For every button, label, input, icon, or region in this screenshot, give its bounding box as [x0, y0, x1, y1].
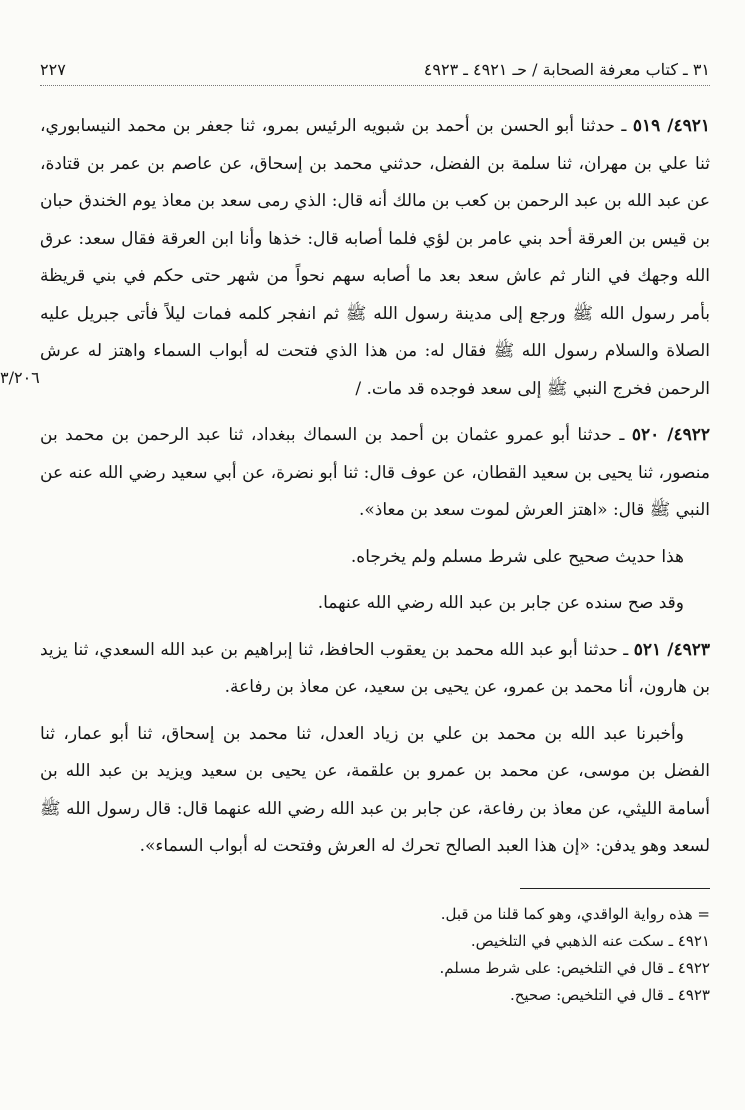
hadith-text: ـ حدثنا أبو عمرو عثمان بن أحمد بن السماك ببغداد، ثنا عبد الرحمن بن محمد بن منصور، ثنا يحيى بن سعيد القطان، عن عوف قال: ثنا أبو نضرة، عن أبي سعيد رضي الله عنه عن النبي ﷺ قال: «اهتز العرش لموت سعد بن معاذ». [40, 425, 710, 520]
hadith-text: ـ حدثنا أبو الحسن بن أحمد بن شبويه الرئيس بمرو، ثنا جعفر بن محمد النيسابوري، ثنا علي بن مهران، ثنا سلمة بن الفضل، حدثني محمد بن إسحاق، عن عاصم بن عمر بن قتادة، عن عبد الله بن عبد الرحمن بن كعب بن مالك أنه قال: الذي رمى سعد بن معاذ يوم الخندق حبان بن قيس بن العرقة أحد بني عامر بن لؤي فلما أصابه قال: خذها وأنا ابن العرقة فقال سعد: عرق الله وجهك في النار ثم عاش سعد بعد ما أصابه سهم نحواً من شهر حتى حكم في بني قريظة بأمر رسول الله ﷺ ورجع إلى مدينة رسول الله ﷺ ثم انفجر كلمه فمات ليلاً فأتى جبريل عليه الصلاة والسلام رسول الله ﷺ فقال له: من هذا الذي فتحت له أبواب السماء واهتز له عرش الرحمن فخرج النبي ﷺ إلى سعد فوجده قد مات. / [40, 116, 710, 399]
footnote-divider [520, 888, 710, 889]
hadith-4923 [40, 632, 710, 707]
footnote: = هذه رواية الواقدي، وهو كما قلنا من قبل. [440, 904, 710, 923]
footnote: ٤٩٢٢ ـ قال في التلخيص: على شرط مسلم. [439, 958, 710, 977]
footnotes [40, 901, 710, 1009]
running-header [40, 60, 710, 86]
note-text: وقد صح سنده عن جابر بن عبد الله رضي الله عنهما. [317, 593, 684, 613]
hadith-text: وأخبرنا عبد الله بن محمد بن علي بن زياد العدل، ثنا محمد بن إسحاق، ثنا أبو عمار، ثنا الفضل بن موسى، عن محمد بن عمرو بن علقمة، عن يحيى بن سعيد ويزيد بن عبد الله بن أسامة الليثي، عن معاذ بن رفاعة، عن جابر بن عبد الله رضي الله عنهما قال: قال رسول الله ﷺ لسعد وهو يدفن: «إن هذا العبد الصالح تحرك له العرش وفتحت له أبواب السماء». [40, 723, 710, 856]
footnote: ٤٩٢٣ ـ قال في التلخيص: صحيح. [509, 985, 710, 1004]
chain-note [40, 585, 710, 623]
authenticity-note [40, 539, 710, 577]
header-title: ٣١ ـ كتاب معرفة الصحابة / حـ ٤٩٢١ ـ ٤٩٢٣ [423, 60, 710, 79]
book-page [40, 60, 710, 1009]
footnote: ٤٩٢١ ـ سكت عنه الذهبي في التلخيص. [470, 931, 710, 950]
hadith-4922 [40, 417, 710, 530]
hadith-number: ٤٩٢٢/ ٥٢٠ [631, 425, 710, 445]
hadith-4921 [40, 108, 710, 408]
hadith-text: ـ حدثنا أبو عبد الله محمد بن يعقوب الحافظ، ثنا إبراهيم بن عبد الله السعدي، ثنا يزيد بن هارون، أنا محمد بن عمرو، عن يحيى بن سعيد، عن معاذ بن رفاعة. [40, 639, 710, 697]
hadith-number: ٤٩٢٣/ ٥٢١ [633, 639, 711, 660]
hadith-4923-second-chain [40, 716, 710, 866]
hadith-number: ٤٩٢١/ ٥١٩ [632, 116, 710, 136]
manuscript-page-ref: ٣/٢٠٦ [0, 368, 40, 387]
page-number: ٢٢٧ [40, 60, 66, 79]
main-text [40, 108, 710, 866]
note-text: هذا حديث صحيح على شرط مسلم ولم يخرجاه. [350, 546, 684, 567]
